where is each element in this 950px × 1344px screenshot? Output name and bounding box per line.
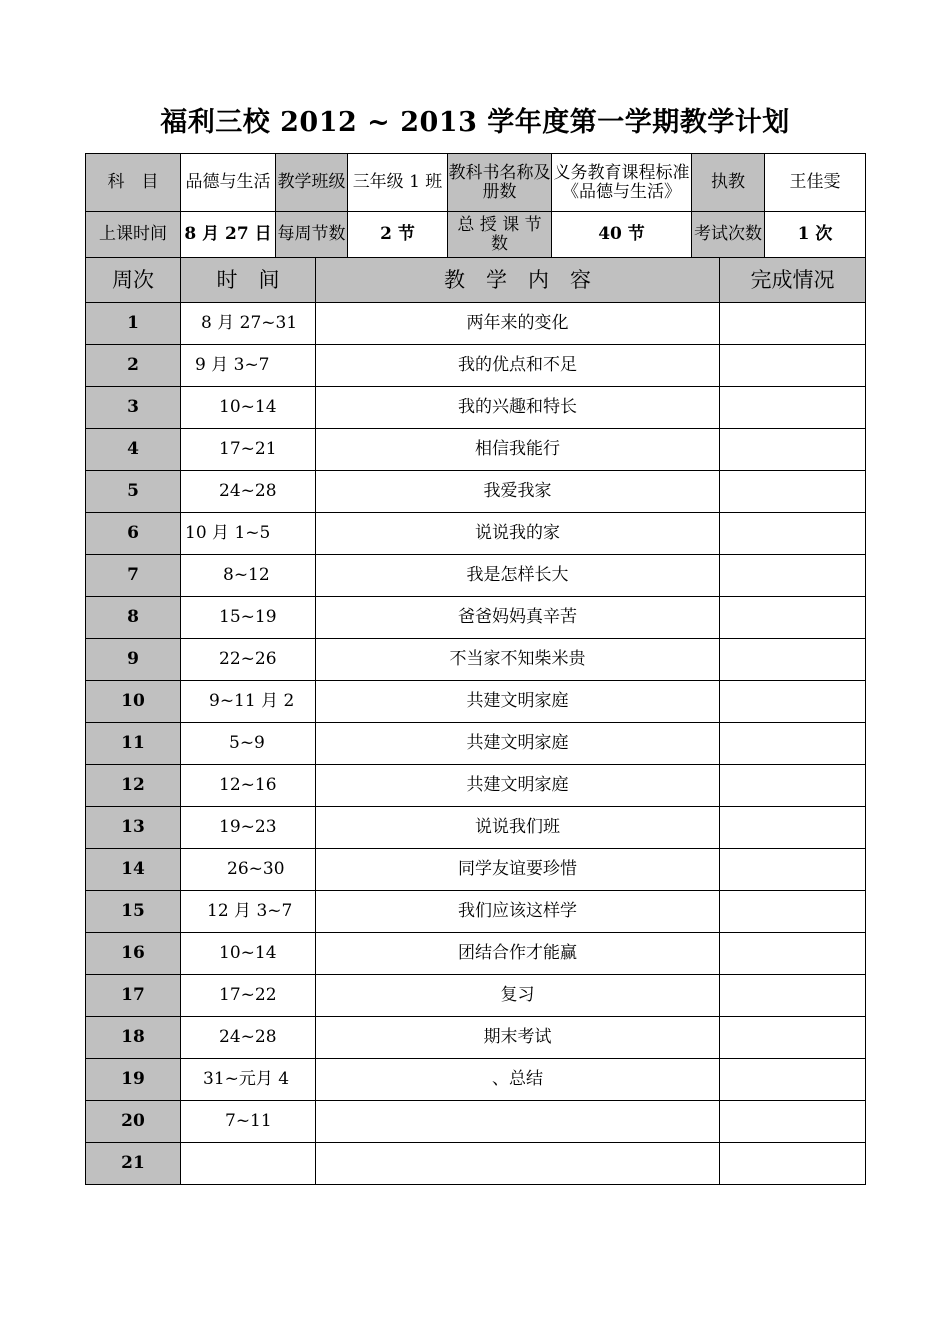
page-title: 福利三校 2012 ~ 2013 学年度第一学期教学计划 (160, 107, 790, 138)
book-value: 义务教育课程标准《品德与生活》 (552, 154, 692, 212)
week-status (720, 933, 866, 975)
weekly-value: 2 节 (348, 212, 448, 258)
week-status (720, 471, 866, 513)
start-value: 8 月 27 日 (181, 212, 276, 258)
week-status (720, 891, 866, 933)
week-time: 7~11 (181, 1101, 316, 1143)
content-header: 教 学 内 容 (316, 258, 720, 303)
week-status (720, 807, 866, 849)
week-status (720, 1059, 866, 1101)
week-time: 9 月 3~7 (181, 345, 316, 387)
week-content: 不当家不知柴米贵 (316, 639, 720, 681)
table-row (86, 1017, 866, 1059)
week-content: 说说我们班 (316, 807, 720, 849)
week-number: 1 (86, 303, 181, 345)
week-time: 10~14 (181, 933, 316, 975)
table-row (86, 513, 866, 555)
week-content: 爸爸妈妈真辛苦 (316, 597, 720, 639)
week-status (720, 387, 866, 429)
week-content (316, 1143, 720, 1185)
week-number: 14 (86, 849, 181, 891)
week-header: 周次 (86, 258, 181, 303)
table-row (86, 303, 866, 345)
week-number: 19 (86, 1059, 181, 1101)
table-row (86, 807, 866, 849)
start-label: 上课时间 (86, 212, 181, 258)
week-time: 24~28 (181, 1017, 316, 1059)
schedule-table (85, 257, 866, 1185)
week-number: 18 (86, 1017, 181, 1059)
book-label: 教科书名称及册数 (448, 154, 552, 212)
week-content: 复习 (316, 975, 720, 1017)
week-status (720, 681, 866, 723)
table-row (86, 933, 866, 975)
week-number: 12 (86, 765, 181, 807)
week-number: 2 (86, 345, 181, 387)
class-value: 三年级 1 班 (348, 154, 448, 212)
week-content: 我们应该这样学 (316, 891, 720, 933)
table-row (86, 429, 866, 471)
week-status (720, 555, 866, 597)
week-status (720, 639, 866, 681)
week-number: 13 (86, 807, 181, 849)
week-content: 共建文明家庭 (316, 765, 720, 807)
table-row (86, 765, 866, 807)
table-row (86, 345, 866, 387)
time-header: 时 间 (181, 258, 316, 303)
week-content: 共建文明家庭 (316, 723, 720, 765)
total-label: 总 授 课 节 数 (448, 212, 552, 258)
week-content: 我的优点和不足 (316, 345, 720, 387)
week-status (720, 1017, 866, 1059)
table-row (86, 681, 866, 723)
week-number: 11 (86, 723, 181, 765)
exam-label: 考试次数 (692, 212, 765, 258)
week-content: 共建文明家庭 (316, 681, 720, 723)
schedule-header-row (86, 258, 866, 303)
week-time: 26~30 (181, 849, 316, 891)
table-row (86, 891, 866, 933)
subject-value: 品德与生活 (181, 154, 276, 212)
week-time (181, 1143, 316, 1185)
table-row (86, 597, 866, 639)
week-number: 16 (86, 933, 181, 975)
week-time: 19~23 (181, 807, 316, 849)
week-time: 12 月 3~7 (181, 891, 316, 933)
total-value: 40 节 (552, 212, 692, 258)
week-number: 20 (86, 1101, 181, 1143)
week-status (720, 345, 866, 387)
table-row (86, 555, 866, 597)
week-time: 17~21 (181, 429, 316, 471)
week-content: 、总结 (316, 1059, 720, 1101)
week-content (316, 1101, 720, 1143)
week-number: 6 (86, 513, 181, 555)
class-label: 教学班级 (276, 154, 348, 212)
exam-value: 1 次 (765, 212, 866, 258)
week-number: 4 (86, 429, 181, 471)
week-number: 10 (86, 681, 181, 723)
week-number: 5 (86, 471, 181, 513)
week-status (720, 513, 866, 555)
weekly-label: 每周节数 (276, 212, 348, 258)
week-number: 8 (86, 597, 181, 639)
week-time: 8~12 (181, 555, 316, 597)
week-content: 期末考试 (316, 1017, 720, 1059)
week-time: 15~19 (181, 597, 316, 639)
week-time: 10 月 1~5 (181, 513, 316, 555)
table-row (86, 1101, 866, 1143)
week-time: 5~9 (181, 723, 316, 765)
week-status (720, 723, 866, 765)
status-header: 完成情况 (720, 258, 866, 303)
table-row (86, 387, 866, 429)
week-content: 两年来的变化 (316, 303, 720, 345)
table-row (86, 1143, 866, 1185)
week-time: 9~11 月 2 (181, 681, 316, 723)
teacher-label: 执教 (692, 154, 765, 212)
week-content: 相信我能行 (316, 429, 720, 471)
week-time: 12~16 (181, 765, 316, 807)
week-content: 我的兴趣和特长 (316, 387, 720, 429)
week-number: 7 (86, 555, 181, 597)
week-status (720, 849, 866, 891)
week-content: 我是怎样长大 (316, 555, 720, 597)
week-time: 22~26 (181, 639, 316, 681)
table-row (86, 849, 866, 891)
week-number: 17 (86, 975, 181, 1017)
week-number: 3 (86, 387, 181, 429)
week-status (720, 1143, 866, 1185)
week-time: 24~28 (181, 471, 316, 513)
week-number: 9 (86, 639, 181, 681)
table-row (86, 1059, 866, 1101)
week-time: 17~22 (181, 975, 316, 1017)
week-status (720, 765, 866, 807)
week-content: 我爱我家 (316, 471, 720, 513)
week-time: 8 月 27~31 (181, 303, 316, 345)
week-time: 31~元月 4 (181, 1059, 316, 1101)
course-info-table (85, 153, 866, 258)
week-status (720, 597, 866, 639)
week-number: 15 (86, 891, 181, 933)
week-status (720, 303, 866, 345)
week-time: 10~14 (181, 387, 316, 429)
table-row (86, 723, 866, 765)
table-row (86, 639, 866, 681)
week-number: 21 (86, 1143, 181, 1185)
teacher-value: 王佳雯 (765, 154, 866, 212)
week-status (720, 1101, 866, 1143)
week-content: 说说我的家 (316, 513, 720, 555)
week-status (720, 429, 866, 471)
table-row (86, 471, 866, 513)
week-status (720, 975, 866, 1017)
week-content: 团结合作才能赢 (316, 933, 720, 975)
week-content: 同学友谊要珍惜 (316, 849, 720, 891)
subject-label: 科 目 (86, 154, 181, 212)
table-row (86, 975, 866, 1017)
